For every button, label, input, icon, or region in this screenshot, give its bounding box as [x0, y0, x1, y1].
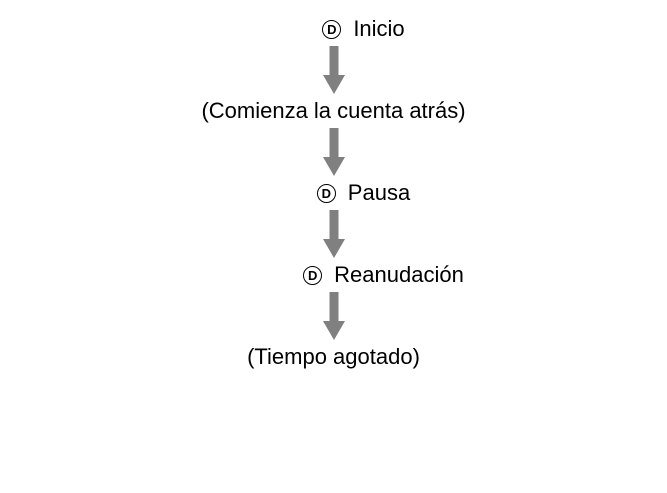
flow-step-pausa: [257, 182, 410, 204]
flow-step-label: (Comienza la cuenta atrás): [201, 98, 466, 123]
flow-step-inicio: [262, 18, 404, 40]
flow-step-label: Pausa: [347, 180, 411, 205]
d-badge-icon: D: [317, 184, 336, 203]
d-badge-icon: D: [303, 266, 322, 285]
down-arrow-icon: [323, 128, 345, 176]
down-arrow-icon: [323, 292, 345, 340]
down-arrow-icon: [323, 46, 345, 94]
down-arrow-icon: [323, 210, 345, 258]
flow-step-comienza-cuenta: [201, 100, 465, 122]
d-badge-icon: D: [322, 20, 341, 39]
flow-step-reanudacion: [203, 264, 464, 286]
flow-step-label: Reanudación: [334, 262, 464, 287]
flow-step-label: (Tiempo agotado): [247, 344, 420, 369]
flow-step-tiempo-agotado: [247, 346, 420, 368]
flow-step-label: Inicio: [353, 16, 405, 41]
